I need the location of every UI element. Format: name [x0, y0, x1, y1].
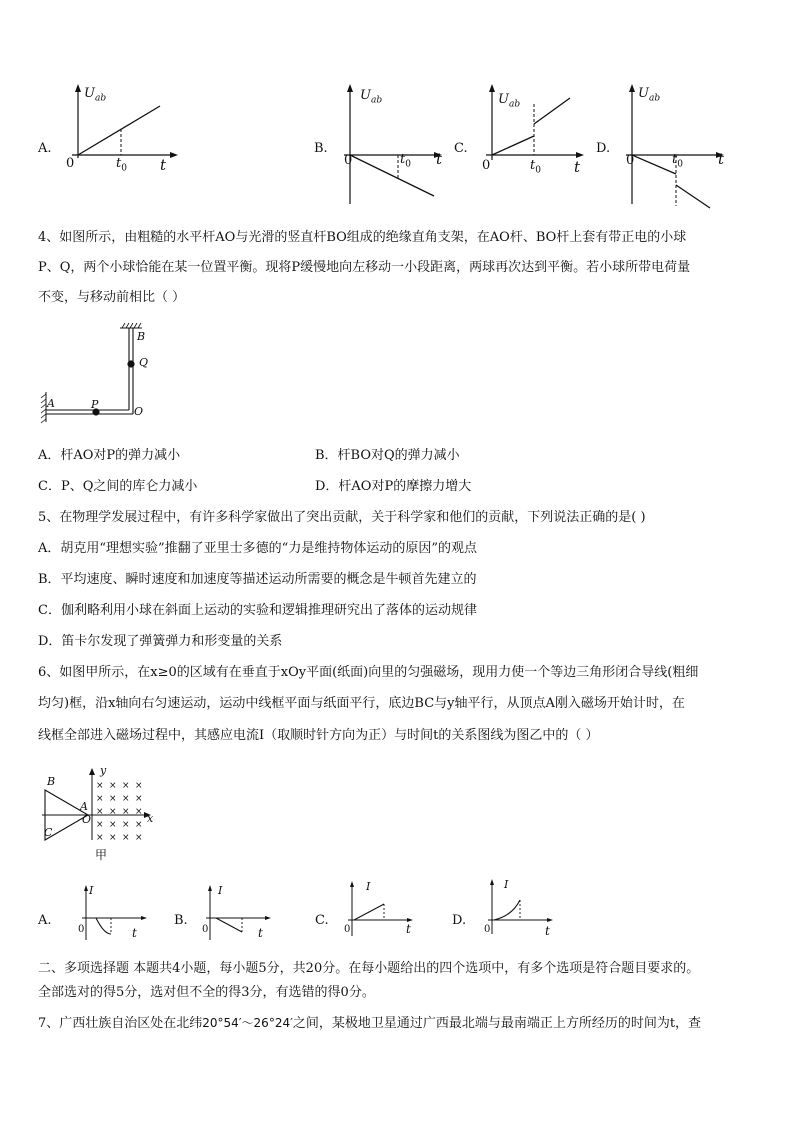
q6-graph-b — [198, 884, 278, 944]
svg-text:×: × — [96, 833, 104, 843]
q6-a-origin: 0 — [78, 924, 85, 935]
q4-figure — [38, 322, 168, 422]
q6-caption-jia: 甲 — [95, 848, 108, 862]
q6-c-xlabel: t — [406, 922, 411, 936]
q3-a-xlabel: t — [160, 156, 167, 174]
q7-latitude: 20°54′～26°24′ — [202, 1016, 293, 1030]
q6-option-c-letter[interactable]: C. — [315, 913, 329, 928]
q6-b-ylabel: I — [218, 884, 223, 897]
q3-b-origin: 0 — [344, 153, 353, 168]
q3-c-t0: $t_0$ — [530, 158, 541, 176]
q3-graph-b — [334, 84, 454, 214]
q4-option-b[interactable]: B．杆BO对Q的弹力减小 — [315, 448, 460, 463]
q6-a-xlabel: t — [132, 926, 137, 940]
q3-option-a-letter: A. — [38, 141, 52, 156]
svg-text:×: × — [122, 820, 130, 830]
q7-stem-end: 之间，某极地卫星通过广西最北端与最南端正上方所经历的时间为t，查 — [292, 1016, 702, 1031]
q4-option-c[interactable]: C．P、Q之间的库仑力减小 — [38, 479, 198, 494]
svg-text:×: × — [96, 781, 104, 791]
q4-label-a: A — [47, 397, 55, 410]
q6-a-ylabel: I — [89, 884, 94, 897]
q5-option-d[interactable]: D．笛卡尔发现了弹簧弹力和形变量的关系 — [38, 634, 283, 649]
q3-d-origin: 0 — [626, 153, 635, 168]
q6-option-a-letter[interactable]: A. — [38, 913, 52, 928]
q4-stem-line3: 不变，与移动前相比（ ） — [38, 290, 186, 305]
q5-stem: 5、在物理学发展过程中，有许多科学家做出了突出贡献，关于科学家和他们的贡献，下列说法正确的是( ) — [38, 510, 646, 525]
q5-option-c[interactable]: C．伽利略利用小球在斜面上运动的实验和逻辑推理研究出了落体的运动规律 — [38, 603, 477, 618]
q6-option-b-letter[interactable]: B. — [174, 913, 188, 928]
q6-label-a: A — [80, 800, 88, 813]
q6-graph-a — [74, 884, 154, 944]
q7-stem-start: 7、广西壮族自治区处在北纬 — [38, 1016, 203, 1031]
q3-d-xlabel: t — [718, 150, 725, 168]
svg-text:×: × — [109, 820, 117, 830]
q3-a-origin: 0 — [66, 156, 75, 171]
q7-stem — [38, 1014, 701, 1033]
section2-heading-line2: 全部选对的得5分，选对但不全的得3分，有选错的得0分。 — [38, 985, 375, 1000]
q6-b-origin: 0 — [202, 924, 209, 935]
q3-d-t0: $t_0$ — [672, 152, 683, 170]
q4-ball-q — [127, 360, 134, 367]
q3-a-t0: $t_0$ — [116, 156, 127, 174]
svg-text:×: × — [96, 807, 104, 817]
svg-text:×: × — [109, 794, 117, 804]
q4-label-p: P — [91, 398, 99, 411]
q4-stem-line2: P、Q，两个小球恰能在某一位置平衡。现将P缓慢地向左移动一小段距离，两球再次达到平衡。若小球所带电荷量 — [38, 260, 691, 275]
svg-text:×: × — [122, 781, 130, 791]
q4-label-o: O — [134, 405, 144, 418]
svg-text:×: × — [122, 807, 130, 817]
q6-stem-line2: 均匀)框，沿x轴向右匀速运动，运动中线框平面与纸面平行，底边BC与y轴平行，从顶点A刚入磁场开始计时，在 — [38, 696, 685, 711]
q3-b-xlabel: t — [436, 150, 443, 168]
q5-option-a[interactable]: A．胡克用“理想实验”推翻了亚里士多德的“力是维持物体运动的原因”的观点 — [38, 541, 477, 556]
q3-option-b-letter: B. — [314, 141, 328, 156]
q6-label-c: C — [44, 826, 53, 839]
q6-d-xlabel: t — [545, 924, 550, 938]
q3-a-ylabel: $U_{ab}$ — [84, 86, 107, 104]
svg-text:×: × — [109, 781, 117, 791]
svg-text:×: × — [109, 833, 117, 843]
q4-stem-line1: 4、如图所示，由粗糙的水平杆AO与光滑的竖直杆BO组成的绝缘直角支架，在AO杆、BO杆上套有带正电的小球 — [38, 230, 687, 245]
q4-option-a[interactable]: A．杆AO对P的弹力减小 — [38, 448, 181, 463]
svg-text:×: × — [96, 794, 104, 804]
q3-option-c-letter: C. — [454, 141, 468, 156]
svg-text:×: × — [135, 807, 143, 817]
svg-text:×: × — [135, 794, 143, 804]
q6-label-o: O — [82, 813, 92, 826]
q3-b-t0: $t_0$ — [400, 152, 411, 170]
svg-text:×: × — [122, 794, 130, 804]
q6-c-origin: 0 — [344, 924, 351, 935]
q3-b-ylabel: $U_{ab}$ — [360, 88, 383, 106]
q6-stem-line1: 6、如图甲所示，在x≥0的区域有在垂直于xOy平面(纸面)向里的匀强磁场，现用力使一个等边三角形闭合导线(粗细 — [38, 665, 699, 680]
q6-b-xlabel: t — [258, 926, 263, 940]
section2-heading-line1: 二、多项选择题 本题共4小题，每小题5分，共20分。在每小题给出的四个选项中，有多个选项是符合题目要求的。 — [38, 961, 700, 976]
svg-text:×: × — [122, 833, 130, 843]
svg-text:×: × — [135, 833, 143, 843]
q6-c-ylabel: I — [366, 880, 371, 893]
q4-label-b: B — [137, 330, 146, 343]
q5-option-b[interactable]: B．平均速度、瞬时速度和加速度等描述运动所需要的概念是牛顿首先建立的 — [38, 572, 477, 587]
svg-text:×: × — [135, 781, 143, 791]
q4-label-q: Q — [139, 356, 149, 369]
q6-label-y: y — [100, 764, 107, 777]
q6-d-origin: 0 — [484, 924, 491, 935]
q6-option-d-letter[interactable]: D. — [452, 913, 467, 928]
svg-text:×: × — [96, 820, 104, 830]
q4-option-d[interactable]: D．杆AO对P的摩擦力增大 — [315, 479, 472, 494]
svg-text:×: × — [135, 820, 143, 830]
q3-d-ylabel: $U_{ab}$ — [638, 86, 661, 104]
q6-d-ylabel: I — [504, 878, 509, 891]
q3-c-xlabel: t — [574, 158, 581, 176]
q6-label-b: B — [47, 775, 56, 788]
svg-text:×: × — [109, 807, 117, 817]
q6-label-x: x — [147, 812, 154, 825]
q3-graph-d — [616, 84, 736, 214]
q3-c-ylabel: $U_{ab}$ — [498, 92, 521, 110]
q3-option-d-letter: D. — [596, 141, 611, 156]
q3-c-origin: 0 — [482, 158, 491, 173]
q6-stem-line3: 线框全部进入磁场过程中，其感应电流I（取顺时针方向为正）与时间t的关系图线为图乙中的（ ） — [38, 728, 599, 743]
